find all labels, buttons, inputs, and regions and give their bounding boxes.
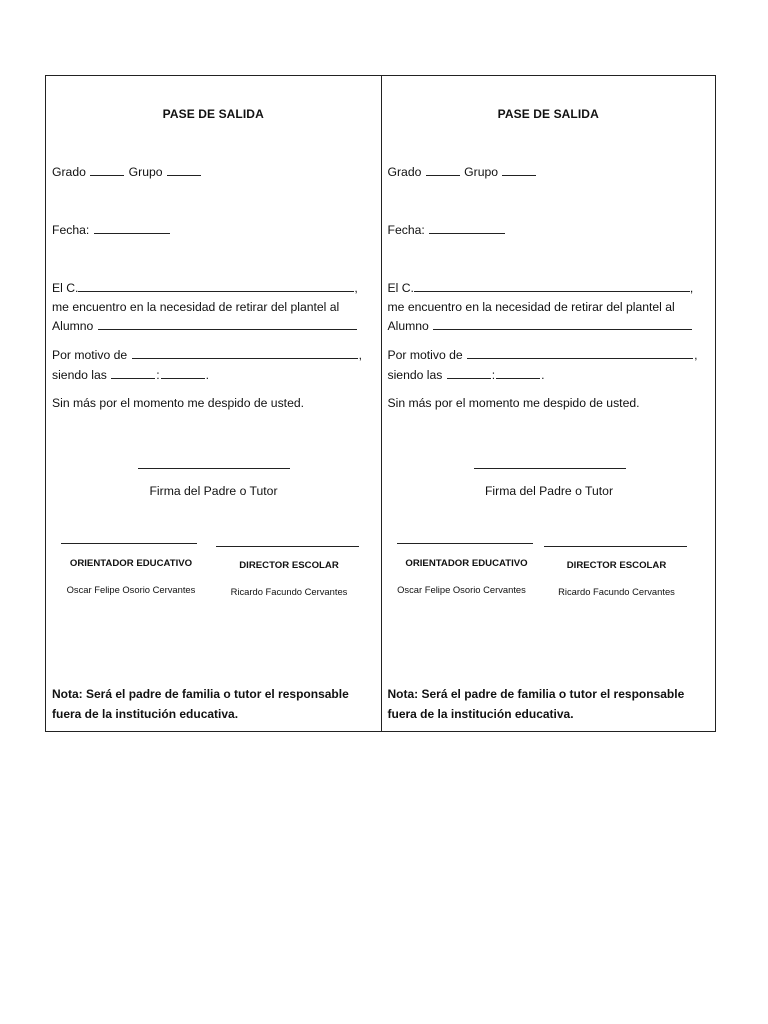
director-role: DIRECTOR ESCOLAR (566, 560, 667, 571)
time-separator: : (156, 368, 160, 382)
director-role: DIRECTOR ESCOLAR (239, 560, 339, 571)
motivo-line (388, 346, 698, 365)
minute-blank[interactable] (496, 366, 540, 379)
hour-blank[interactable] (111, 366, 155, 379)
comma: , (689, 281, 694, 295)
alumno-line (388, 317, 694, 336)
despedida-text: Sin más por el momento me despido de usted. (387, 396, 640, 410)
grupo-label: Grupo (464, 165, 499, 179)
fecha-label: Fecha: (52, 223, 90, 237)
pass-title: PASE DE SALIDA (497, 107, 599, 121)
grado-label: Grado (387, 165, 422, 179)
alumno-blank[interactable] (433, 317, 692, 330)
fecha-label: Fecha: (387, 223, 425, 237)
grupo-blank[interactable] (502, 163, 536, 176)
comma: , (694, 348, 698, 362)
alumno-line (52, 317, 358, 336)
director-signature-line[interactable] (216, 546, 359, 547)
siendo-label: siendo las (387, 368, 443, 382)
period: . (205, 368, 210, 382)
note-text: Nota: Será el padre de familia o tutor el responsable fuera de la institución educativa. (52, 687, 349, 721)
firma-signature-line[interactable] (474, 468, 626, 469)
alumno-label: Alumno (387, 319, 429, 333)
fecha-blank[interactable] (429, 221, 505, 234)
siendo-label: siendo las (52, 368, 107, 382)
fecha-blank[interactable] (94, 221, 170, 234)
motivo-label: Por motivo de (52, 348, 128, 362)
director-name: Ricardo Facundo Cervantes (230, 586, 348, 597)
director-name: Ricardo Facundo Cervantes (558, 586, 675, 597)
motivo-label: Por motivo de (387, 348, 463, 362)
firma-label: Firma del Padre o Tutor (149, 484, 278, 498)
minute-blank[interactable] (161, 366, 205, 379)
firma-signature-line[interactable] (138, 468, 290, 469)
necesidad-line: me encuentro en la necesidad de retirar del plantel al (387, 300, 675, 314)
comma: , (358, 348, 362, 362)
orientador-name: Oscar Felipe Osorio Cervantes (397, 584, 526, 595)
orientador-role: ORIENTADOR EDUCATIVO (405, 558, 528, 569)
grupo-label: Grupo (128, 165, 163, 179)
el-c-line (388, 279, 694, 298)
motivo-line (52, 346, 362, 365)
comma: , (354, 281, 358, 295)
pass-title: PASE DE SALIDA (162, 107, 264, 121)
hour-blank[interactable] (447, 366, 491, 379)
grado-blank[interactable] (90, 163, 124, 176)
grado-label: Grado (52, 165, 86, 179)
grado-blank[interactable] (426, 163, 460, 176)
el-c-line (52, 279, 358, 298)
grado-grupo-line (388, 163, 538, 182)
firma-label: Firma del Padre o Tutor (484, 484, 614, 498)
orientador-role: ORIENTADOR EDUCATIVO (69, 558, 193, 569)
el-c-blank[interactable] (78, 279, 354, 292)
time-separator: : (491, 368, 496, 382)
el-c-label: El C. (52, 281, 79, 295)
motivo-blank[interactable] (467, 346, 693, 359)
note-text: Nota: Será el padre de familia o tutor el responsable fuera de la institución educativa. (387, 687, 685, 721)
necesidad-line: me encuentro en la necesidad de retirar del plantel al (52, 300, 340, 314)
orientador-signature-line[interactable] (61, 543, 197, 544)
orientador-name: Oscar Felipe Osorio Cervantes (66, 584, 196, 595)
exit-pass-left (46, 76, 381, 731)
alumno-blank[interactable] (98, 317, 357, 330)
exit-pass-right (381, 76, 716, 731)
grupo-blank[interactable] (167, 163, 201, 176)
grado-grupo-line (52, 163, 202, 182)
orientador-signature-line[interactable] (397, 543, 533, 544)
period: . (541, 368, 545, 382)
siendo-line (388, 366, 545, 385)
siendo-line (52, 366, 209, 385)
el-c-blank[interactable] (414, 279, 690, 292)
fecha-line (388, 221, 507, 240)
director-signature-line[interactable] (544, 546, 687, 547)
motivo-blank[interactable] (132, 346, 358, 359)
fecha-line (52, 221, 171, 240)
alumno-label: Alumno (52, 319, 94, 333)
exit-pass-sheet (45, 75, 716, 732)
el-c-label: El C. (387, 281, 414, 295)
despedida-text: Sin más por el momento me despido de usted. (52, 396, 305, 410)
